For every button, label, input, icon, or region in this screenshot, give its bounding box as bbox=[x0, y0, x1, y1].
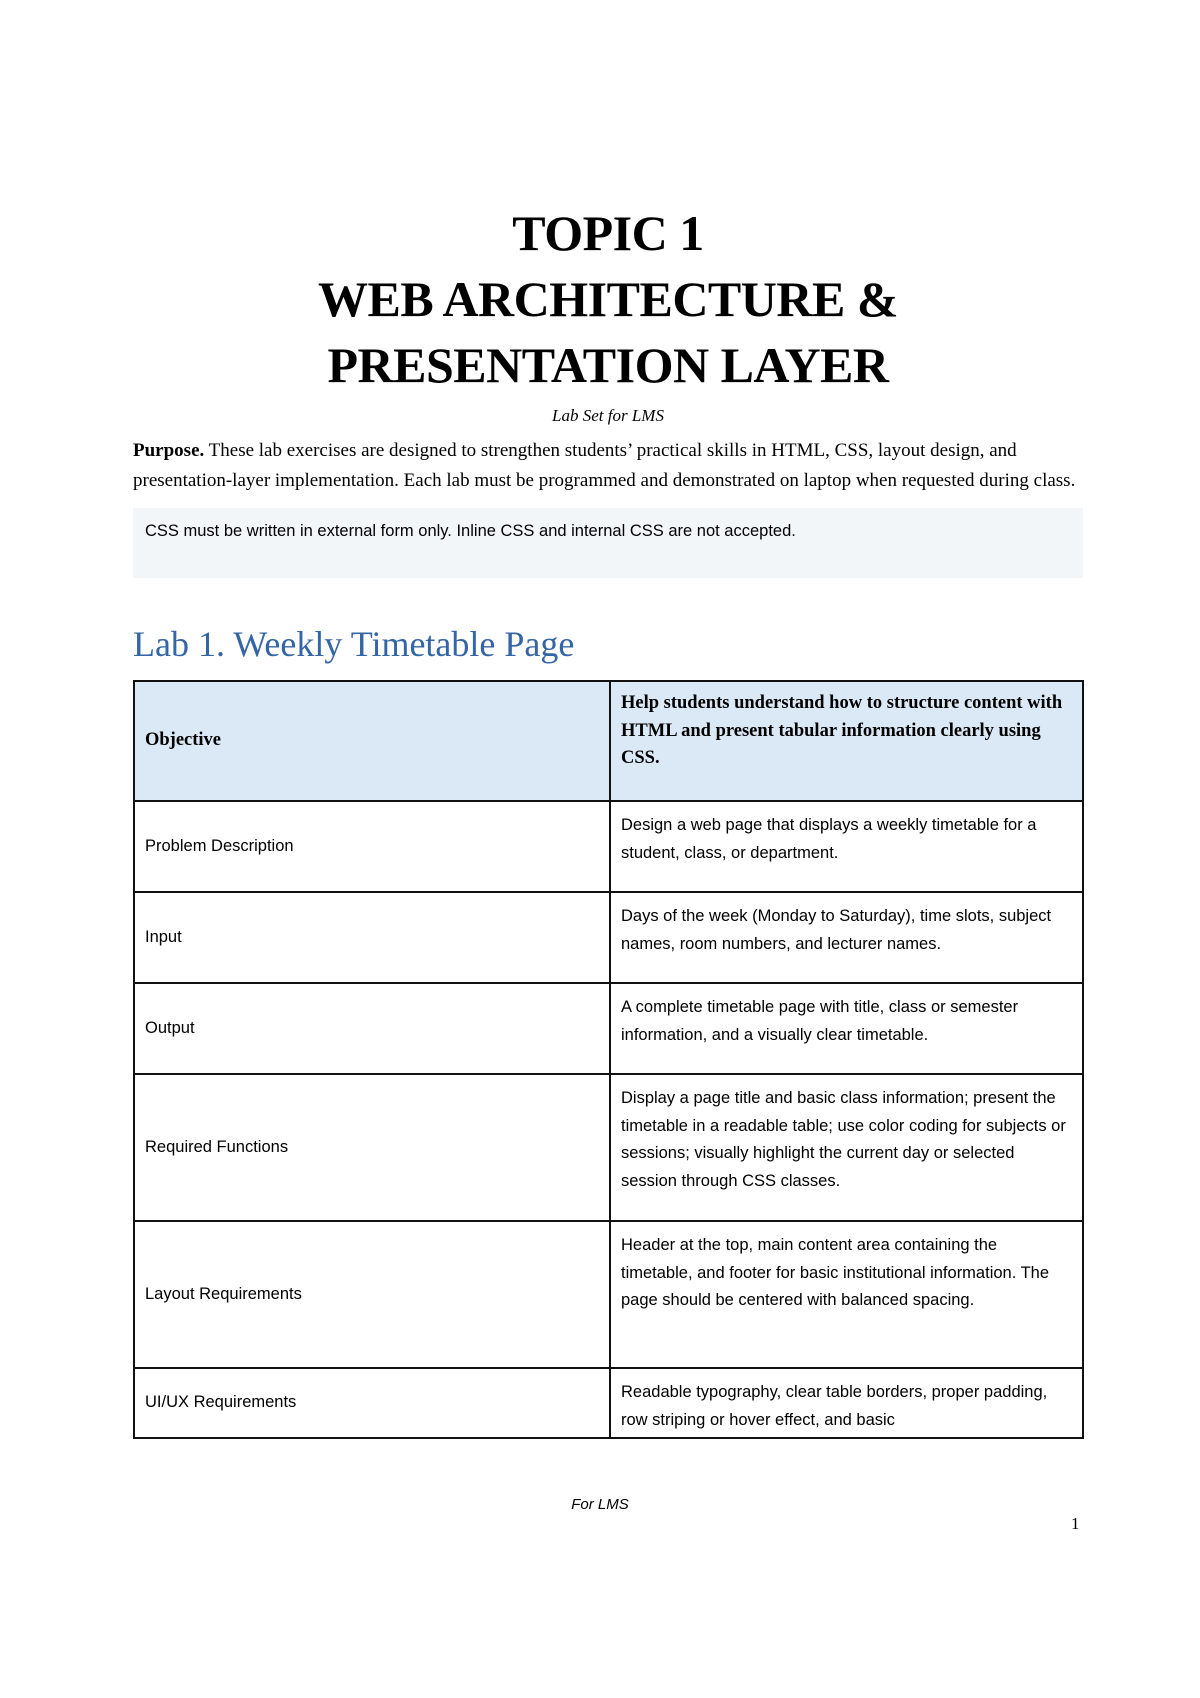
row-value: Header at the top, main content area containing the timetable, and footer for basic institutional information. The page should be centered with balanced spacing. bbox=[610, 1221, 1083, 1368]
table-row bbox=[134, 1221, 1083, 1368]
row-key: Layout Requirements bbox=[134, 1221, 610, 1368]
table-row bbox=[134, 681, 1083, 801]
row-value: Display a page title and basic class information; present the timetable in a readable table; use color coding for subjects or sessions; visually highlight the current day or selected session through CSS classes. bbox=[610, 1074, 1083, 1221]
row-key: Output bbox=[134, 983, 610, 1074]
lab-heading: Lab 1. Weekly Timetable Page bbox=[133, 624, 575, 664]
row-value: Help students understand how to structure content with HTML and present tabular information clearly using CSS. bbox=[610, 681, 1083, 801]
table-row bbox=[134, 983, 1083, 1074]
row-key: Problem Description bbox=[134, 801, 610, 892]
page-footer: For LMS bbox=[571, 1496, 629, 1513]
row-value: A complete timetable page with title, class or semester information, and a visually clear timetable. bbox=[610, 983, 1083, 1074]
row-key: Required Functions bbox=[134, 1074, 610, 1221]
purpose-paragraph bbox=[133, 436, 1083, 496]
row-value: Days of the week (Monday to Saturday), time slots, subject names, room numbers, and lecturer names. bbox=[610, 892, 1083, 983]
row-value: Readable typography, clear table borders, proper padding, row striping or hover effect, and basic bbox=[610, 1368, 1083, 1438]
purpose-label: Purpose. bbox=[133, 440, 205, 461]
document-title bbox=[133, 200, 1083, 398]
table-row bbox=[134, 892, 1083, 983]
row-key: Input bbox=[134, 892, 610, 983]
row-key: UI/UX Requirements bbox=[134, 1368, 610, 1438]
title-line-3: PRESENTATION LAYER bbox=[327, 337, 889, 393]
title-line-2: WEB ARCHITECTURE & bbox=[318, 271, 898, 327]
table-row bbox=[134, 1368, 1083, 1438]
title-line-1: TOPIC 1 bbox=[512, 205, 704, 261]
document-page bbox=[133, 200, 1083, 1439]
page-number: 1 bbox=[1071, 1514, 1080, 1533]
row-key: Objective bbox=[134, 681, 610, 801]
row-value: Design a web page that displays a weekly timetable for a student, class, or department. bbox=[610, 801, 1083, 892]
table-row bbox=[134, 1074, 1083, 1221]
lab-table bbox=[133, 680, 1084, 1439]
document-subtitle: Lab Set for LMS bbox=[552, 406, 664, 425]
table-row bbox=[134, 801, 1083, 892]
css-note-box: CSS must be written in external form only. Inline CSS and internal CSS are not accepted. bbox=[133, 508, 1083, 578]
purpose-text: These lab exercises are designed to strengthen students’ practical skills in HTML, CSS, layout design, and presentation-layer implementation. Each lab must be programmed and demonstrated on laptop when requested during class. bbox=[133, 440, 1076, 491]
